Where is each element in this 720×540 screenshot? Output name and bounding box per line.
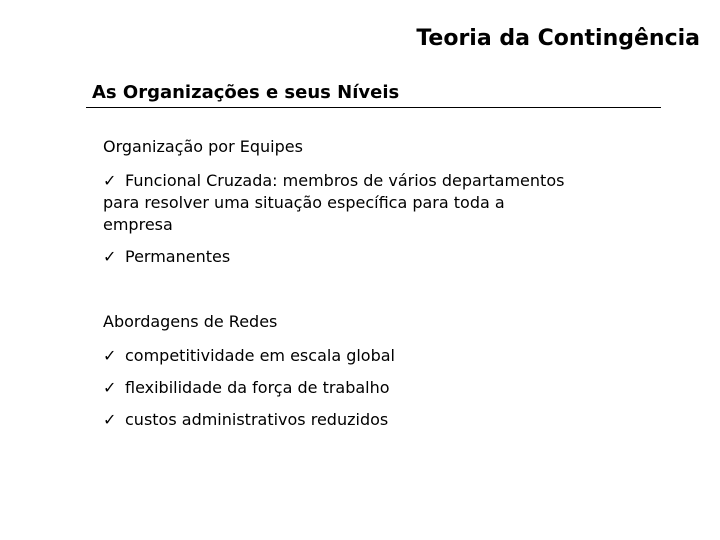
list-item-text: Permanentes <box>125 247 231 266</box>
section-heading: Abordagens de Redes <box>103 312 278 331</box>
checkmark-icon: ✓ <box>103 171 117 190</box>
list-item-text: competitividade em escala global <box>125 346 395 365</box>
list-item <box>103 377 573 399</box>
section-heading: Organização por Equipes <box>103 137 303 156</box>
slide-title: Teoria da Contingência <box>416 26 700 51</box>
slide-content <box>103 136 573 441</box>
list-item <box>103 246 573 268</box>
list-item <box>103 170 573 236</box>
section-organizacao-por-equipes <box>103 136 573 268</box>
list-item-text: flexibilidade da força de trabalho <box>125 378 390 397</box>
list-item-text: Funcional Cruzada: membros de vários departamentos para resolver uma situação específica para toda a empresa <box>103 171 565 234</box>
title-divider <box>86 107 661 108</box>
list-item <box>103 345 573 367</box>
section-spacer <box>103 278 573 311</box>
section-abordagens-de-redes <box>103 311 573 431</box>
list-item-text: custos administrativos reduzidos <box>125 410 389 429</box>
checkmark-icon: ✓ <box>103 378 117 397</box>
checkmark-icon: ✓ <box>103 410 117 429</box>
list-item <box>103 409 573 431</box>
checkmark-icon: ✓ <box>103 346 117 365</box>
checkmark-icon: ✓ <box>103 247 117 266</box>
slide-subtitle: As Organizações e seus Níveis <box>92 82 400 103</box>
